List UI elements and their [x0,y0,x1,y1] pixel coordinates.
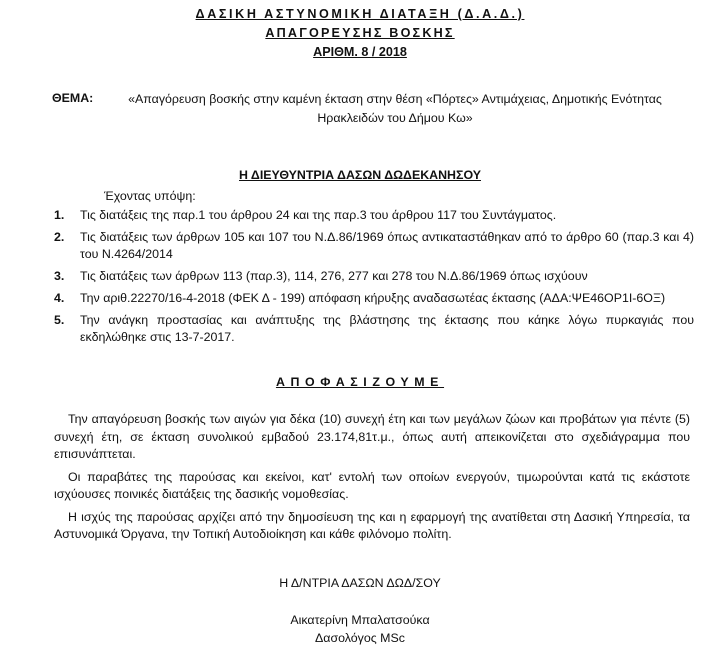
decision-heading: ΑΠΟΦΑΣΙΖΟΥΜΕ [275,375,445,389]
clause-number: 2. [54,230,65,244]
list-item [54,290,694,307]
list-item [54,268,694,285]
list-item [54,207,694,224]
clause-text: Τις διατάξεις της παρ.1 του άρθρου 24 και της παρ.3 του άρθρου 117 του Συντάγματος. [80,208,557,222]
list-item [54,312,694,346]
document-heading: ΔΑΣΙΚΗ ΑΣΤΥΝΟΜΙΚΗ ΔΙΑΤΑΞΗ (Δ.Α.Δ.) [195,7,525,21]
clause-text: Τις διατάξεις των άρθρων 105 και 107 του Ν.Δ.86/1969 όπως αντικαταστάθηκαν από το άρθρο 60 (παρ.3 και 4) του Ν.4264/2014 [80,230,694,261]
having-regard-label: Έχοντας υπόψη: [104,189,196,203]
decision-paragraph: Οι παραβάτες της παρούσας και εκείνοι, κατ' εντολή των οποίων ενεργούν, τιμωρούνται κατά τις εκάστοτε ισχύουσες ποινικές διατάξεις της δασικής νομοθεσίας. [54,469,690,501]
decision-body [54,411,690,544]
subject-text: «Απαγόρευση βοσκής στην καμένη έκταση στην θέση «Πόρτες» Αντιμάχειας, Δημοτικής Ενότητας Ηρακλειδών του Δήμου Κω» [128,92,662,125]
clause-number: 3. [54,269,65,283]
clause-text: Την ανάγκη προστασίας και ανάπτυξης της βλάστησης της έκτασης που κάηκε λόγω πυρκαγιάς που εκδηλώθηκε στις 13-7-2017. [80,313,694,344]
list-item [54,229,694,263]
clause-number: 4. [54,291,65,305]
document-number: ΑΡΙΘΜ. 8 / 2018 [313,45,407,59]
clause-list [54,207,694,351]
signature-name: Αικατερίνη Μπαλατσούκα [290,613,430,627]
signature-role: Η Δ/ΝΤΡΙΑ ΔΑΣΩΝ ΔΩΔ/ΣΟΥ [279,576,441,590]
clause-number: 1. [54,208,65,222]
clause-number: 5. [54,313,65,327]
clause-text: Την αριθ.22270/16-4-2018 (ΦΕΚ Δ - 199) απόφαση κήρυξης αναδασωτέας έκτασης (ΑΔΑ:ΨΕ46ΟΡ1Ι-6ΟΞ) [80,291,666,305]
subject-label: ΘΕΜΑ: [52,91,94,105]
clause-text: Τις διατάξεις των άρθρων 113 (παρ.3), 114, 276, 277 και 278 του Ν.Δ.86/1969 όπως ισχύουν [80,269,588,283]
director-title: Η ΔΙΕΥΘΥΝΤΡΙΑ ΔΑΣΩΝ ΔΩΔΕΚΑΝΗΣΟΥ [239,168,481,182]
signature-title: Δασολόγος MSc [315,631,405,645]
document-subheading: ΑΠΑΓΟΡΕΥΣΗΣ ΒΟΣΚΗΣ [265,26,455,40]
decision-paragraph: Η ισχύς της παρούσας αρχίζει από την δημοσίευση της και η εφαρμογή της ανατίθεται στη Δασική Υπηρεσία, τα Αστυνομικά Όργανα, την Τοπική Αυτοδιοίκηση και κάθε φιλόνομο πολίτη. [54,509,690,541]
decision-paragraph: Την απαγόρευση βοσκής των αιγών για δέκα (10) συνεχή έτη και των μεγάλων ζώων και προβάτων για πέντε (5) συνεχή έτη, σε έκταση συνολικού εμβαδού 23.174,81τ.μ., όπως αυτή απεικονίζεται στο σχεδιάγραμμα που επισυνάπτεται. [54,412,690,461]
